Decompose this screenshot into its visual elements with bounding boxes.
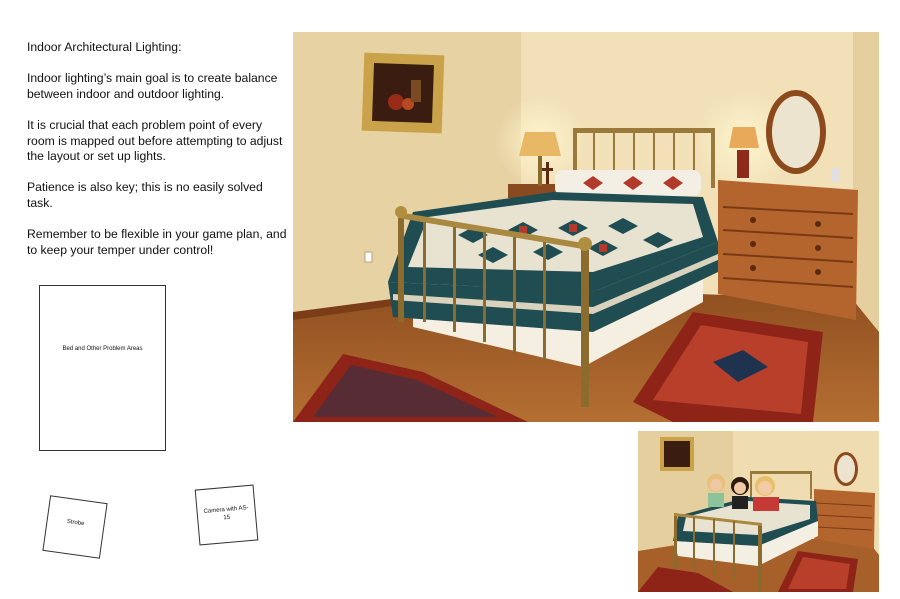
heading: Indoor Architectural Lighting:: [27, 40, 182, 54]
bedroom-photo: [293, 32, 879, 422]
bedroom-people-photo: [638, 431, 879, 592]
bed-diagram-label: Bed and Other Problem Areas: [62, 346, 143, 352]
paragraph-4: Remember to be flexible in your game plan, and to keep your temper under control!: [27, 227, 287, 257]
paragraph-1: Indoor lighting’s main goal is to create balance between indoor and outdoor lighting.: [27, 71, 278, 101]
bed-diagram-box: [39, 285, 166, 451]
camera-diagram-box: [195, 485, 259, 546]
strobe-label: Strobe: [66, 518, 85, 528]
text-column: [27, 40, 287, 274]
camera-label: Camera with AS-15: [203, 505, 249, 522]
strobe-diagram-box: [42, 495, 107, 559]
paragraph-3: Patience is also key; this is no easily solved task.: [27, 180, 263, 210]
paragraph-2: It is crucial that each problem point of every room is mapped out before attempting to adjust the layout or set up lights.: [27, 117, 283, 164]
